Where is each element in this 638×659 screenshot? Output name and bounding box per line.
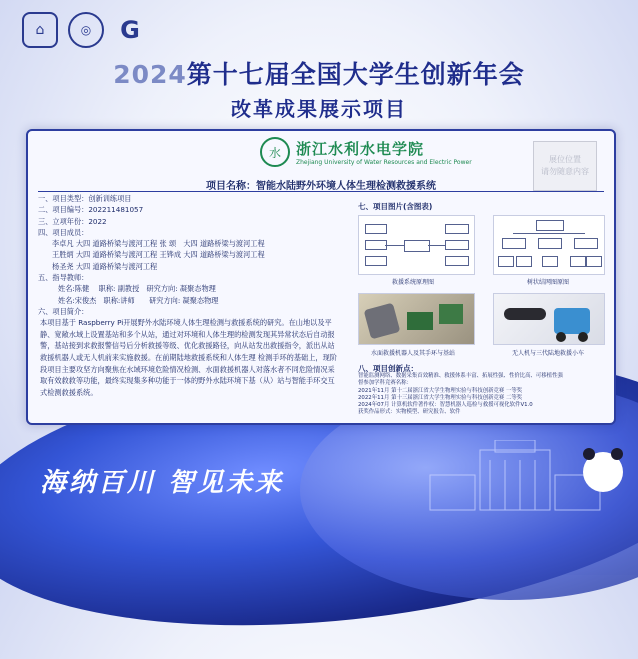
tree-diagram-image <box>493 215 605 275</box>
panel-divider <box>38 191 604 192</box>
conference-logo-icon: G <box>120 16 140 44</box>
innovation-line: 督参加学科竞赛名称： <box>358 380 412 387</box>
caption-drone-car: 无人机与三代陆地救援小车 <box>511 350 584 357</box>
caption-tree-diagram: 树状结网图原图 <box>526 279 569 286</box>
member-line: 杨圣尧 大四 道路桥梁与渡河工程 <box>52 261 158 271</box>
event-year: 2024 <box>113 60 187 89</box>
project-panel <box>26 129 616 425</box>
logo-icon-1: ⌂ <box>22 12 58 48</box>
images-title: 七、项目图片(含图表) <box>358 202 433 211</box>
project-year: 三、立项年份：2022 <box>38 216 107 226</box>
university-name-cn: 浙江水利水电学院 <box>296 140 425 158</box>
header-logos <box>22 12 146 48</box>
innovation-line: 2024年07月 计算机软件著作权：智慧机器人巡检与救援可视化软件V1.0 <box>358 402 533 409</box>
members-label: 四、项目成员： <box>38 227 89 237</box>
project-type: 一、项目类型：创新训练项目 <box>38 194 132 203</box>
innovation-line: 获奖作品形式：实物模型、研究报告、软件 <box>358 409 461 416</box>
project-info <box>38 193 338 398</box>
innovation-list <box>358 373 608 417</box>
university-name-en: Zhejiang University of Water Resources and Electric Power <box>296 159 472 166</box>
event-title-text: 第十七届全国大学生创新年会 <box>186 60 525 89</box>
stamp-line-1: 展位位置 <box>549 155 581 164</box>
rescue-robot-photo <box>358 293 475 345</box>
intro-paragraph: 本项目基于 Raspberry Pi开展野外水陆环境人体生理检测与救援系统的研究。在山地以及平静、宽敞水域上设置基站和多个从站，通过对环境和人体生理的检测发现其异常状态后自动报警，基站接到求救报警信号后分析救援等级、优化救援路径，向从站发出救援指令，派出从站救援机器人或无人机前来实施救援。在前期陆地救援系统和人体生理 检测手环的基础上，现阶段项目主要攻坚方向聚焦在水域环境危险情况检测、水面救援机器人对落水者不同危险情况采取有效救救等功能，最终实现集多种功能于一体的野外水陆环境下基（从）站与智能手环交互式检测救援系统。 <box>40 318 337 397</box>
stamp-line-2: 请勿随意内容 <box>541 167 589 176</box>
innovation-line: 2022年11月 第十三届浙江省大学生物理实验与科技创新竞赛 二等奖 <box>358 394 523 401</box>
intro-label: 六、项目简介： <box>38 306 89 316</box>
system-diagram-image <box>358 215 475 275</box>
event-title <box>0 55 638 91</box>
university-header <box>260 137 472 167</box>
advisor-label: 五、指导教师： <box>38 273 89 283</box>
member-line: 李卓凡 大四 道路桥梁与渡河工程 张 颂 大四 道路桥梁与渡河工程 <box>52 239 265 249</box>
innovation-title: 八、项目创新点： <box>358 364 418 373</box>
images-section <box>358 201 608 416</box>
project-title: 项目名称：智能水陆野外环境人体生理检测救援系统 <box>206 181 436 192</box>
drone-car-photo <box>493 293 605 345</box>
campus-building-graphic <box>420 440 610 520</box>
university-seal-icon: ◎ <box>68 12 104 48</box>
university-logo-icon: 水 <box>260 137 290 167</box>
caption-system-diagram: 救援系统原理图 <box>391 279 434 286</box>
innovation-line: 2021年11月 第十二届浙江省大学生物理实验与科技创新竞赛 一等奖 <box>358 387 523 394</box>
project-number: 二、项目编号：202211481057 <box>38 205 144 215</box>
slogan: 海纳百川 智见未来 <box>40 468 285 498</box>
panda-mascot-icon <box>583 452 623 492</box>
event-subtitle: 改革成果展示项目 <box>231 97 407 121</box>
innovation-line: 智能监测网络、数据采集首效精准、救援体系丰富、拓展性强、性价比高、可移植性强 <box>358 373 563 379</box>
member-line: 王胜炳 大四 道路桥梁与渡河工程 王铧成 大四 道路桥梁与渡河工程 <box>52 250 265 260</box>
advisor-line: 姓名:陈健 职称: 副教授 研究方向: 凝聚态物理 <box>58 284 216 294</box>
caption-rescue-robot: 水面救援机器人及其手环与基站 <box>370 350 455 357</box>
advisor-line: 姓名:宋俊杰 职称:讲师 研究方向: 凝聚态物理 <box>58 295 219 305</box>
